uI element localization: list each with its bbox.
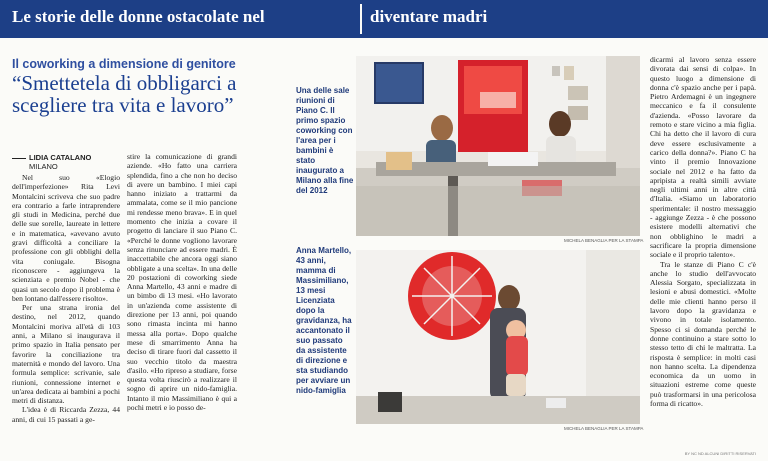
banner-title: Le storie delle donne ostacolate nel <box>12 7 265 26</box>
byline <box>12 153 91 171</box>
article-paragraph: stire la comunicazione di grandi aziende. «Ho fatto una carriera splendida, fino a che non ho deciso di avere un bambino. I miei capi hanno iniziato a trattarmi da ammalata, come se il mio pancione mi rendesse meno brava». E in quel momento che inizia a covare il progetto di lanciare il suo Piano C. «Perché le donne vogliono lavorare senza rinunciare ad essere madri. È inaccettabile che ancora oggi siano obbligate a una scelta». In una delle 20 postazioni di coworking siede Anna Martello, 43 anni e madre di un bimbo di 13 mesi. «Ho lavorato in un'azienda come assistente di direzione per 13 anni, poi quando sono rimasta incinta mi hanno messa alla porta». Dopo qualche mese di smarrimento Anna ha deciso di tirare fuori dal cassetto il suo vecchio titolo da maestra d'asilo. «Ho ripreso a studiare, forse questa volta riuscirò a realizzare il sogno di aprire un nido-famiglia. Intanto il mio Massimiliano è qui a pochi metri e io posso de- <box>127 152 237 413</box>
article-column-1 <box>12 173 120 455</box>
photo-credit-top: MICHELA BENAGLIA PER LA STAMPA <box>564 238 644 243</box>
article-paragraph: Per una strana ironia del destino, nel 2012, quando Montalcini moriva all'età di 103 anni, a Milano si inaugurava il primo spazio in Italia pensato per favorire la conciliazione tra maternità e mondo del lavoro. Una formula semplice: scrivanie, sale riunioni, connessione internet e un'area dedicata ai bambini a pochi metri di distanza. <box>12 303 120 406</box>
banner-subtitle: diventare madri <box>370 7 488 26</box>
byline-place: MILANO <box>29 162 58 171</box>
article-paragraph: dicarmi al lavoro senza essere divorata dai sensi di colpa». In questo luogo a dimensione di donna c'è spazio anche per i papà. Pietro Ardemagni è un ingegnere meccanico e fa il consulente d'azienda. «Posso lavorare da remoto e stare vicino a mia figlia. Chi ha detto che il lavoro di cura deve essere esclusivamente a carico della donna?». Piano C ha vinto il premio Innovazione sociale nel 2012 e ha fatto da apripista a realtà simili avviate negli ultimi anni in altre città d'Italia. «Siamo un laboratorio sperimentale: il nostro messaggio - aggiunge Zezza - è che possono esistere modelli alternativi che non obblighino le madri a sacrificare la propria dimensione sociale e il proprio talento». <box>650 55 756 260</box>
license-footer: BY NC ND ALCUNI DIRITTI RISERVATI <box>684 451 756 456</box>
article-headline: “Smettetela di obbligarci a scegliere tra vita e lavoro” <box>12 71 237 117</box>
photo-caption-top: Una delle sale riunioni di Piano C. Il primo spazio coworking con l'area per i bambini è stato inaugurato a Milano alla fine del 2012 <box>296 86 354 195</box>
article-kicker: Il coworking a dimensione di genitore <box>12 57 236 71</box>
article-column-3 <box>650 55 756 450</box>
byline-author: LIDIA CATALANO <box>29 153 92 162</box>
article-paragraph: L'idea è di Riccarda Zezza, 44 anni, di cui 15 passati a ge- <box>12 405 120 424</box>
byline-rule <box>12 158 26 159</box>
photo-credit-bottom: MICHELA BENAGLIA PER LA STAMPA <box>564 426 644 431</box>
meeting-room-photo <box>356 56 640 236</box>
mother-child-photo <box>356 250 640 424</box>
photo-caption-bottom: Anna Martello, 43 anni, mamma di Massimiliano, 13 mesi Licenziata dopo la gravidanza, ha accantonato il suo passato da assistente di direzione e sta studiando per avviare un nido-famiglia <box>296 246 352 395</box>
banner-divider <box>360 4 362 34</box>
article-column-2 <box>127 152 237 455</box>
article-paragraph: Nel suo «Elogio dell'imperfezione» Rita Levi Montalcini scriveva che suo padre era contrario a farle intraprendere gli studi in Medicina, perché due delle sue sorelle, laureate in lettere e in matematica, «avevano avuto gravi difficoltà a conciliare la professione con gli obblighi della vita coniugale. Bisogna riconoscere - aggiungeva la scienziata e premio Nobel - che quasi un secolo dopo il problema è ben lontano dall'essere risolto». <box>12 173 120 303</box>
article-paragraph: Tra le stanze di Piano C c'è anche lo studio dell'avvocato Alessia Sorgato, specializzata in lesioni e abusi domestici. «Molte delle mie clienti hanno perso il lavoro dopo la gravidanza e vivono in totale isolamento. Spesso ci si domanda perché le donne continuino a stare sotto lo stesso tetto di chi le maltratta. La risposta è semplice: in molti casi non hanno scelta. La dipendenza economica da un uomo in situazioni estreme come queste può trasformarsi in una pericolosa forma di ricatto». <box>650 259 756 408</box>
